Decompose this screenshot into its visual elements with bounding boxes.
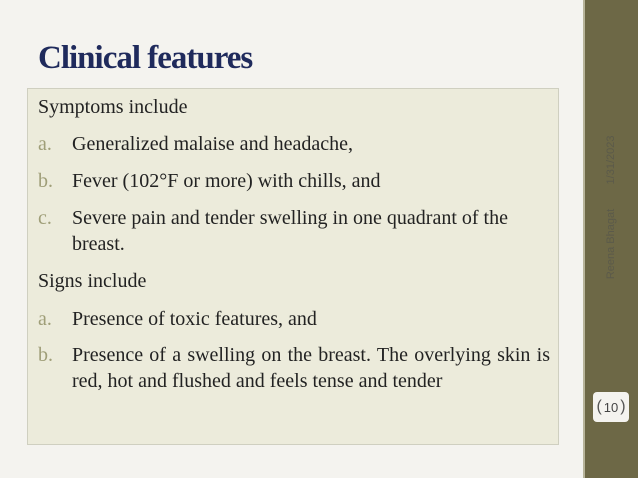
list-marker: b. (38, 344, 53, 366)
list-item-text: Severe pain and tender swelling in one quadrant of the breast. (72, 207, 508, 255)
list-marker: a. (38, 308, 52, 330)
list-item (38, 168, 550, 194)
page-number: 10 (603, 399, 619, 415)
list-item (38, 342, 550, 394)
list-item-text: Presence of a swelling on the breast. The overlying skin is red, hot and flushed and feels tense and tender (72, 344, 550, 392)
page-number-badge (593, 392, 629, 422)
list-item (38, 131, 550, 157)
slide-author: Reena Bhagat (605, 208, 617, 280)
slide-title: Clinical features (38, 40, 253, 76)
signs-heading: Signs include (38, 270, 147, 292)
list-marker: a. (38, 133, 52, 155)
list-item-text: Presence of toxic features, and (72, 308, 317, 330)
list-item (38, 205, 550, 257)
list-item (38, 306, 550, 332)
right-bracket-icon: ) (620, 398, 626, 415)
list-marker: b. (38, 170, 53, 192)
list-item-text: Fever (102°F or more) with chills, and (72, 170, 381, 192)
list-marker: c. (38, 207, 52, 229)
slide-date: 1/31/2023 (605, 135, 617, 185)
left-bracket-icon: ( (596, 398, 602, 415)
symptoms-heading: Symptoms include (38, 96, 188, 118)
list-item-text: Generalized malaise and headache, (72, 133, 353, 155)
